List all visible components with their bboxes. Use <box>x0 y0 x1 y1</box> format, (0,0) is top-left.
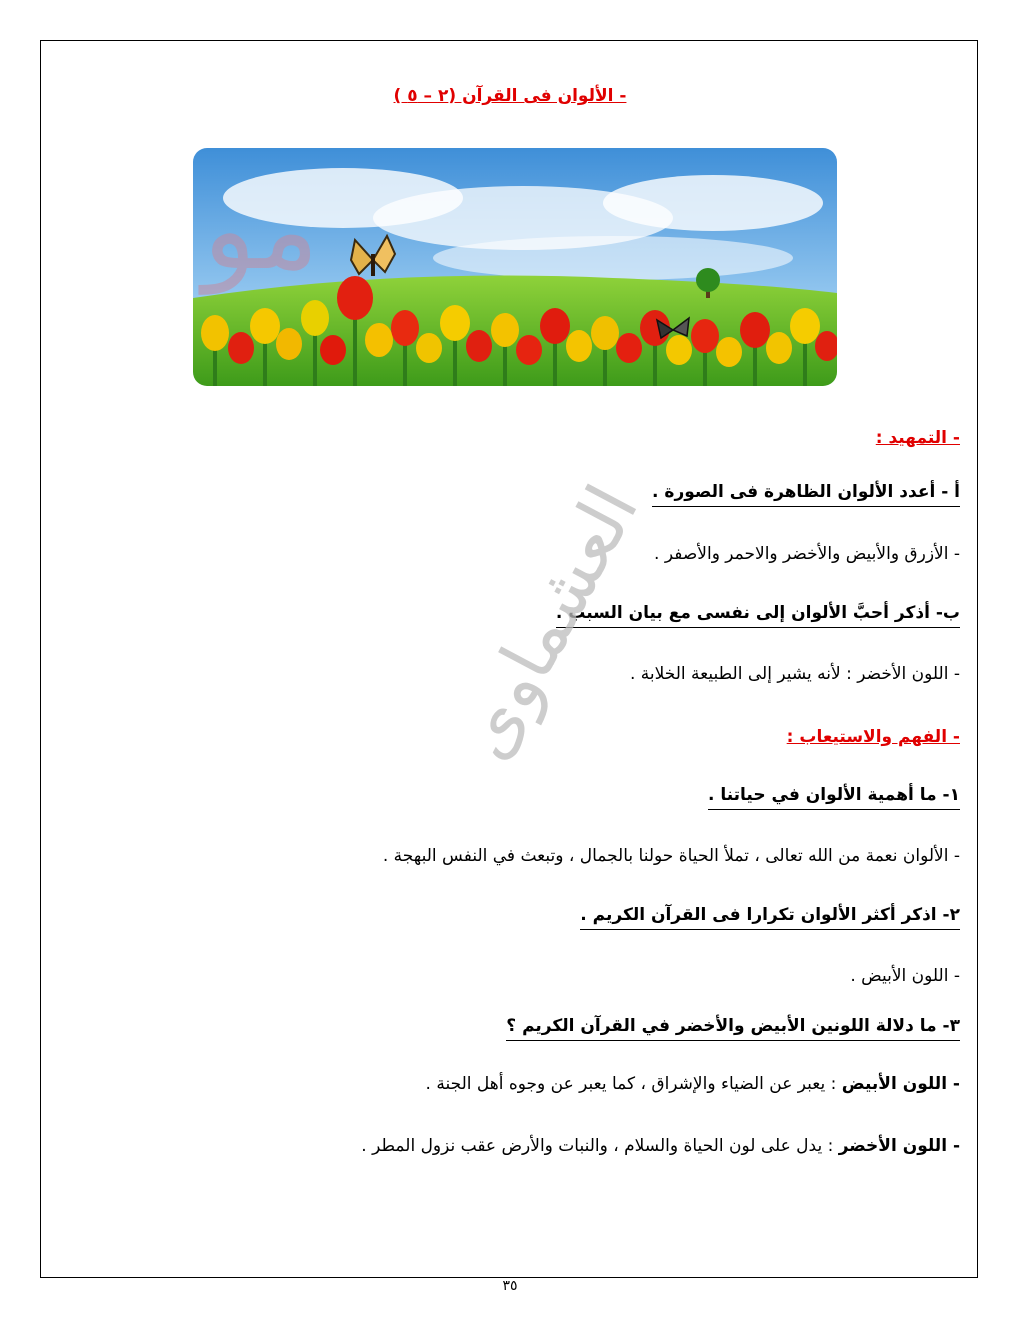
answer-2: - اللون الأبيض . <box>850 966 960 986</box>
svg-text:مو: مو <box>203 166 319 294</box>
answer-3-green-text: : يدل على لون الحياة والسلام ، والنبات والأرض عقب نزول المطر . <box>361 1136 839 1156</box>
section-heading-intro: - التمهيد : <box>875 428 960 448</box>
watermark: العشماوى <box>441 471 655 773</box>
answer-3-white-text: : يعبر عن الضياء والإشراق ، كما يعبر عن وجوه أهل الجنة . <box>425 1074 842 1094</box>
answer-3-green <box>60 1136 960 1156</box>
answer-3-white-label: - اللون الأبيض <box>841 1074 960 1094</box>
flowers-field-illustration <box>193 148 837 386</box>
page-number: ٣٥ <box>502 1278 518 1294</box>
answer-3-white <box>60 1074 960 1094</box>
answer-a: - الأزرق والأبيض والأخضر والاحمر والأصفر . <box>654 544 960 564</box>
question-a: أ - أعدد الألوان الظاهرة فى الصورة . <box>652 482 960 507</box>
question-1: ١- ما أهمية الألوان في حياتنا . <box>708 785 960 810</box>
question-2: ٢- اذكر أكثر الألوان تكرارا فى القرآن الكريم . <box>580 905 960 930</box>
answer-b: - اللون الأخضر : لأنه يشير إلى الطبيعة الخلابة . <box>629 664 960 684</box>
answer-3-green-label: - اللون الأخضر <box>838 1136 960 1156</box>
question-b: ب- أذكر أحبَّ الألوان إلى نفسى مع بيان السبب . <box>556 603 960 628</box>
question-3: ٣- ما دلالة اللونين الأبيض والأخضر في القرآن الكريم ؟ <box>506 1016 960 1041</box>
page-title: - الألوان فى القرآن (٢ – ٥ ) <box>393 86 627 106</box>
hero-image <box>193 148 837 386</box>
answer-1: - الألوان نعمة من الله تعالى ، تملأ الحياة حولنا بالجمال ، وتبعث في النفس البهجة . <box>382 846 960 866</box>
section-heading-comprehension: - الفهم والاستيعاب : <box>786 727 960 747</box>
